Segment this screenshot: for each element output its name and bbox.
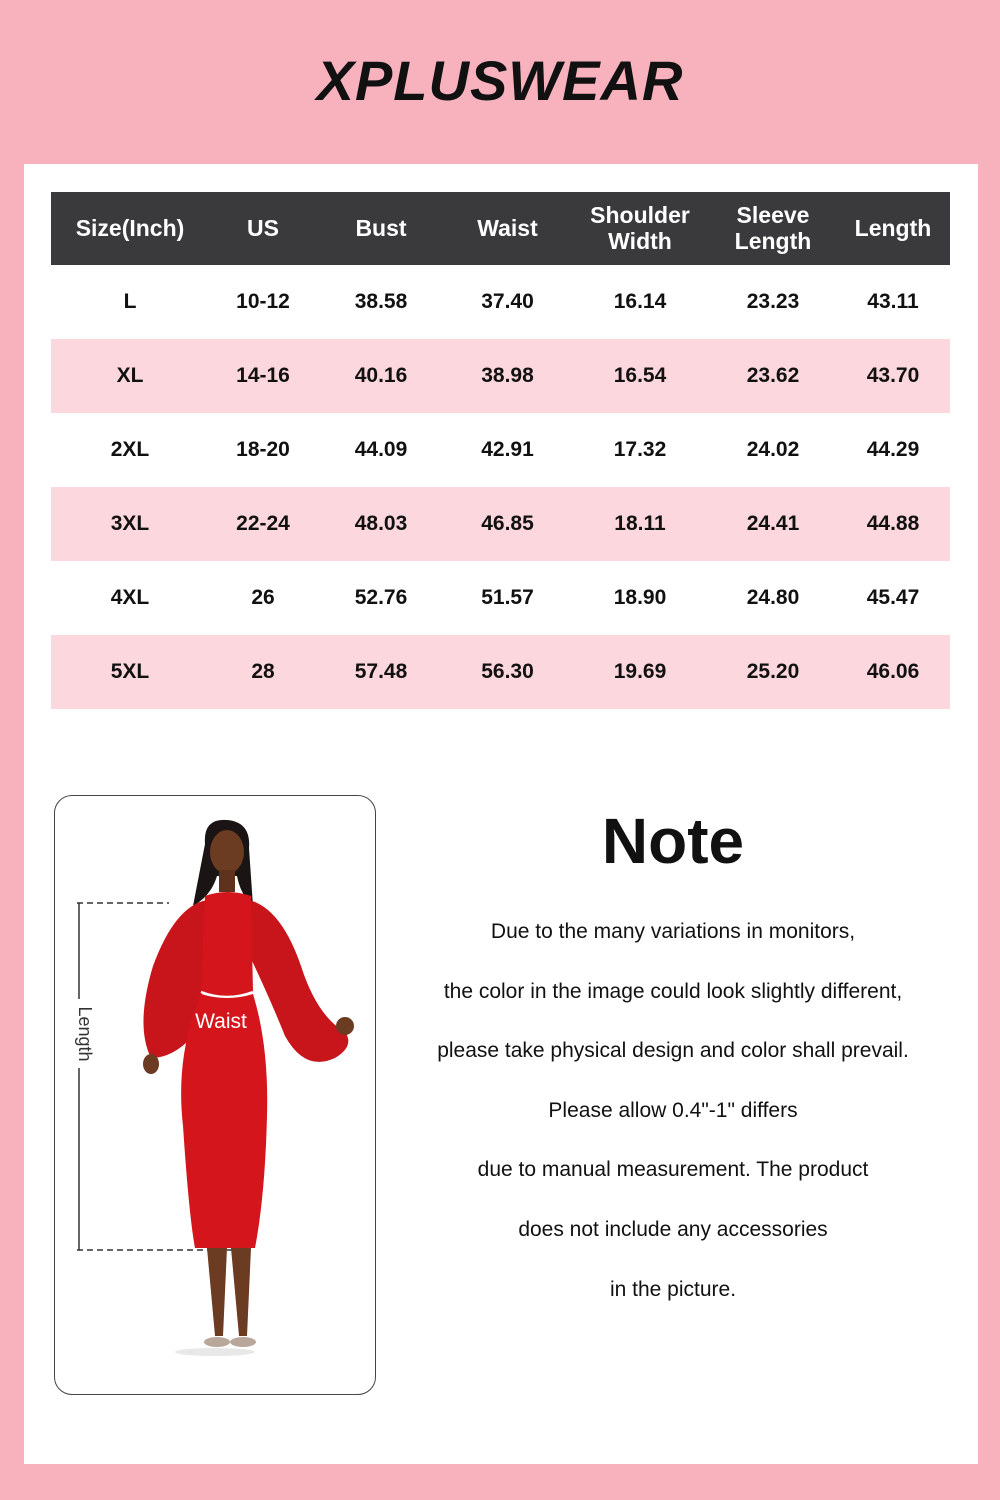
note-section bbox=[399, 804, 947, 1337]
header-us: US bbox=[209, 192, 317, 265]
cell-size: L bbox=[123, 290, 137, 313]
model-illustration bbox=[55, 796, 395, 1396]
note-line: Due to the many variations in monitors, bbox=[490, 920, 856, 943]
note-line: does not include any accessories bbox=[518, 1217, 828, 1241]
header-bust: Bust bbox=[317, 192, 445, 265]
table-row bbox=[51, 339, 950, 413]
cell-sleeve-length: 24.80 bbox=[746, 586, 800, 609]
cell-us: 28 bbox=[209, 635, 317, 709]
cell-bust: 44.09 bbox=[354, 438, 408, 461]
cell-bust: 57.48 bbox=[317, 635, 445, 709]
note-title: Note bbox=[601, 805, 745, 877]
table-row bbox=[51, 561, 950, 635]
size-chart-card bbox=[24, 164, 978, 1464]
model-figure-panel bbox=[54, 795, 376, 1395]
cell-us: 10-12 bbox=[236, 290, 290, 313]
size-table-body bbox=[51, 265, 950, 709]
header-waist: Waist bbox=[445, 192, 570, 265]
header-length: Length bbox=[836, 192, 950, 265]
cell-length: 44.88 bbox=[836, 487, 950, 561]
header-sleeve-length: Sleeve Length bbox=[710, 192, 836, 265]
size-table-header-row bbox=[51, 192, 950, 265]
table-row bbox=[51, 487, 950, 561]
table-row bbox=[51, 635, 950, 709]
note-line: the color in the image could look slightly different, bbox=[443, 979, 903, 1003]
cell-length: 43.70 bbox=[836, 339, 950, 413]
length-label: Length bbox=[75, 1006, 95, 1062]
cell-size: XL bbox=[51, 339, 209, 413]
cell-waist: 56.30 bbox=[445, 635, 570, 709]
cell-waist: 51.57 bbox=[481, 586, 534, 609]
note-line: due to manual measurement. The product bbox=[477, 1158, 869, 1182]
cell-us: 26 bbox=[251, 586, 275, 609]
cell-size: 4XL bbox=[110, 586, 150, 609]
cell-sleeve-length: 24.02 bbox=[746, 438, 800, 461]
cell-shoulder-width: 16.54 bbox=[570, 339, 710, 413]
cell-sleeve-length: 24.41 bbox=[710, 487, 836, 561]
cell-bust: 48.03 bbox=[317, 487, 445, 561]
cell-sleeve-length: 23.62 bbox=[710, 339, 836, 413]
cell-waist: 38.98 bbox=[445, 339, 570, 413]
note-line: Please allow 0.4"-1" differs bbox=[548, 1098, 798, 1122]
note-line: in the picture. bbox=[609, 1277, 737, 1301]
cell-size: 3XL bbox=[51, 487, 209, 561]
note-line: please take physical design and color shall prevail. bbox=[437, 1039, 909, 1063]
cell-length: 45.47 bbox=[866, 586, 920, 609]
cell-length: 46.06 bbox=[836, 635, 950, 709]
cell-bust: 52.76 bbox=[354, 586, 408, 609]
header-shoulder-width: Shoulder Width bbox=[570, 192, 710, 265]
header-size: Size(Inch) bbox=[51, 192, 209, 265]
cell-waist: 42.91 bbox=[481, 438, 534, 461]
cell-sleeve-length: 23.23 bbox=[746, 290, 800, 313]
cell-bust: 40.16 bbox=[317, 339, 445, 413]
cell-us: 14-16 bbox=[209, 339, 317, 413]
cell-shoulder-width: 17.32 bbox=[613, 438, 667, 461]
size-table bbox=[51, 192, 950, 709]
cell-sleeve-length: 25.20 bbox=[710, 635, 836, 709]
cell-size: 2XL bbox=[110, 438, 150, 461]
cell-shoulder-width: 18.11 bbox=[570, 487, 710, 561]
cell-waist: 37.40 bbox=[481, 290, 534, 313]
cell-length: 43.11 bbox=[867, 290, 919, 313]
cell-waist: 46.85 bbox=[445, 487, 570, 561]
cell-us: 18-20 bbox=[236, 438, 290, 461]
brand-logo: XPLUSWEAR bbox=[316, 49, 684, 112]
cell-us: 22-24 bbox=[209, 487, 317, 561]
cell-size: 5XL bbox=[51, 635, 209, 709]
cell-bust: 38.58 bbox=[354, 290, 408, 313]
cell-shoulder-width: 18.90 bbox=[613, 586, 667, 609]
table-row bbox=[51, 413, 950, 487]
table-row bbox=[51, 265, 950, 339]
cell-shoulder-width: 19.69 bbox=[570, 635, 710, 709]
waist-label: Waist bbox=[195, 1010, 247, 1033]
cell-length: 44.29 bbox=[866, 438, 920, 461]
cell-shoulder-width: 16.14 bbox=[613, 290, 667, 313]
